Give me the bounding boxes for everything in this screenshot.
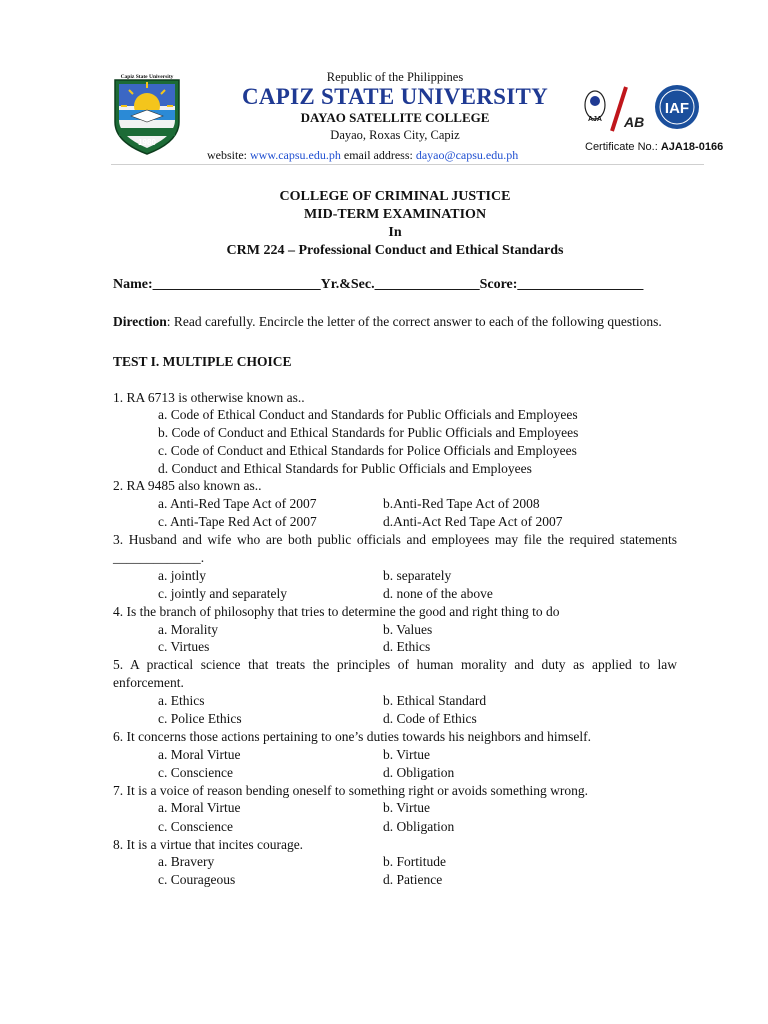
q4-option-b[interactable]: b. Values	[383, 622, 433, 637]
dept-title: COLLEGE OF CRIMINAL JUSTICE	[279, 189, 511, 204]
direction-label: Direction	[113, 314, 167, 329]
question-1: 1. RA 6713 is otherwise known as..	[113, 390, 305, 405]
exam-titles	[100, 188, 690, 260]
q4-option-d[interactable]: d. Ethics	[383, 639, 431, 654]
q6-option-c[interactable]: c. Conscience	[158, 765, 233, 780]
student-info-line[interactable]: Name:________________________Yr.&Sec._______________Score:__________________	[113, 277, 644, 292]
q7-option-b[interactable]: b. Virtue	[383, 800, 430, 815]
q3-option-d[interactable]: d. none of the above	[383, 586, 493, 601]
q6-option-d[interactable]: d. Obligation	[383, 765, 455, 780]
q2-option-c[interactable]: c. Anti-Tape Red Act of 2007	[158, 514, 317, 529]
aja-icon	[585, 91, 605, 123]
q2-option-a[interactable]: a. Anti-Red Tape Act of 2007	[158, 496, 317, 511]
university-name: CAPIZ STATE UNIVERSITY	[241, 84, 549, 109]
q2-option-d[interactable]: d.Anti-Act Red Tape Act of 2007	[383, 514, 563, 529]
q8-option-b[interactable]: b. Fortitude	[383, 854, 446, 869]
q7-option-a[interactable]: a. Moral Virtue	[158, 800, 241, 815]
email-label: email address:	[343, 148, 413, 162]
contact-line	[207, 148, 518, 163]
certificate-number	[585, 141, 723, 153]
certificate-label: Certificate No.:	[585, 141, 658, 153]
q5-option-d[interactable]: d. Code of Ethics	[383, 711, 477, 726]
ab-text: AB	[624, 114, 645, 130]
q2-option-b[interactable]: b.Anti-Red Tape Act of 2008	[383, 496, 540, 511]
college-name: DAYAO SATELLITE COLLEGE	[300, 110, 490, 125]
website-link[interactable]: www.capsu.edu.ph	[250, 148, 341, 162]
q5-option-c[interactable]: c. Police Ethics	[158, 711, 242, 726]
university-seal-icon	[111, 70, 183, 156]
email-link[interactable]: dayao@capsu.edu.ph	[415, 148, 519, 162]
q3-option-c[interactable]: c. jointly and separately	[158, 586, 287, 601]
q8-option-c[interactable]: c. Courageous	[158, 872, 236, 887]
q6-option-b[interactable]: b. Virtue	[383, 747, 430, 762]
ab-icon	[612, 87, 644, 131]
q5-option-b[interactable]: b. Ethical Standard	[383, 693, 487, 708]
q6-option-a[interactable]: a. Moral Virtue	[158, 747, 241, 762]
q1-option-d[interactable]: d. Conduct and Ethical Standards for Public Officials and Employees	[158, 461, 532, 476]
q3-option-a[interactable]: a. jointly	[158, 568, 206, 583]
certificate-value: AJA18-0166	[660, 141, 724, 153]
iaf-icon	[655, 85, 699, 129]
letterhead	[212, 70, 578, 143]
q7-option-d[interactable]: d. Obligation	[383, 819, 455, 834]
question-5: 5. A practical science that treats the principles of human morality and duty as applied to law enforcement.	[113, 657, 677, 690]
course-title: CRM 224 – Professional Conduct and Ethical Standards	[226, 243, 564, 258]
q8-option-d[interactable]: d. Patience	[383, 872, 443, 887]
q4-option-c[interactable]: c. Virtues	[158, 639, 210, 654]
question-2: 2. RA 9485 also known as..	[113, 478, 262, 493]
q8-option-a[interactable]: a. Bravery	[158, 854, 215, 869]
q3-option-b[interactable]: b. separately	[383, 568, 452, 583]
question-7: 7. It is a voice of reason bending oneself to something right or avoids something wrong.	[113, 783, 589, 798]
header-divider	[111, 164, 704, 165]
college-address: Dayao, Roxas City, Capiz	[330, 128, 460, 142]
aja-text: AJA	[587, 116, 603, 123]
q4-option-a[interactable]: a. Morality	[158, 622, 218, 637]
q5-option-a[interactable]: a. Ethics	[158, 693, 205, 708]
directions	[113, 313, 677, 331]
question-6: 6. It concerns those actions pertaining to one’s duties towards his neighbors and himself.	[113, 729, 592, 744]
direction-text: : Read carefully. Encircle the letter of the correct answer to each of the following questions.	[166, 314, 662, 329]
q1-option-a[interactable]: a. Code of Ethical Conduct and Standards for Public Officials and Employees	[158, 407, 578, 422]
website-label: website:	[207, 148, 247, 162]
seal-year: 1980	[138, 138, 156, 147]
q1-option-c[interactable]: c. Code of Conduct and Ethical Standards for Police Officials and Employees	[158, 443, 577, 458]
question-4: 4. Is the branch of philosophy that tries to determine the good and right thing to do	[113, 604, 560, 619]
q7-option-c[interactable]: c. Conscience	[158, 819, 233, 834]
seal-text: Capiz State University	[120, 74, 174, 80]
test-title: TEST I. MULTIPLE CHOICE	[113, 354, 292, 369]
in-title: In	[388, 225, 402, 240]
iaf-text: IAF	[664, 100, 690, 117]
question-8: 8. It is a virtue that incites courage.	[113, 837, 304, 852]
q1-option-b[interactable]: b. Code of Conduct and Ethical Standards for Public Officials and Employees	[158, 425, 579, 440]
question-3: 3. Husband and wife who are both public officials and employees may file the required statements _____________.	[113, 532, 677, 565]
exam-type-title: MID-TERM EXAMINATION	[303, 207, 487, 222]
republic-line: Republic of the Philippines	[326, 70, 464, 84]
